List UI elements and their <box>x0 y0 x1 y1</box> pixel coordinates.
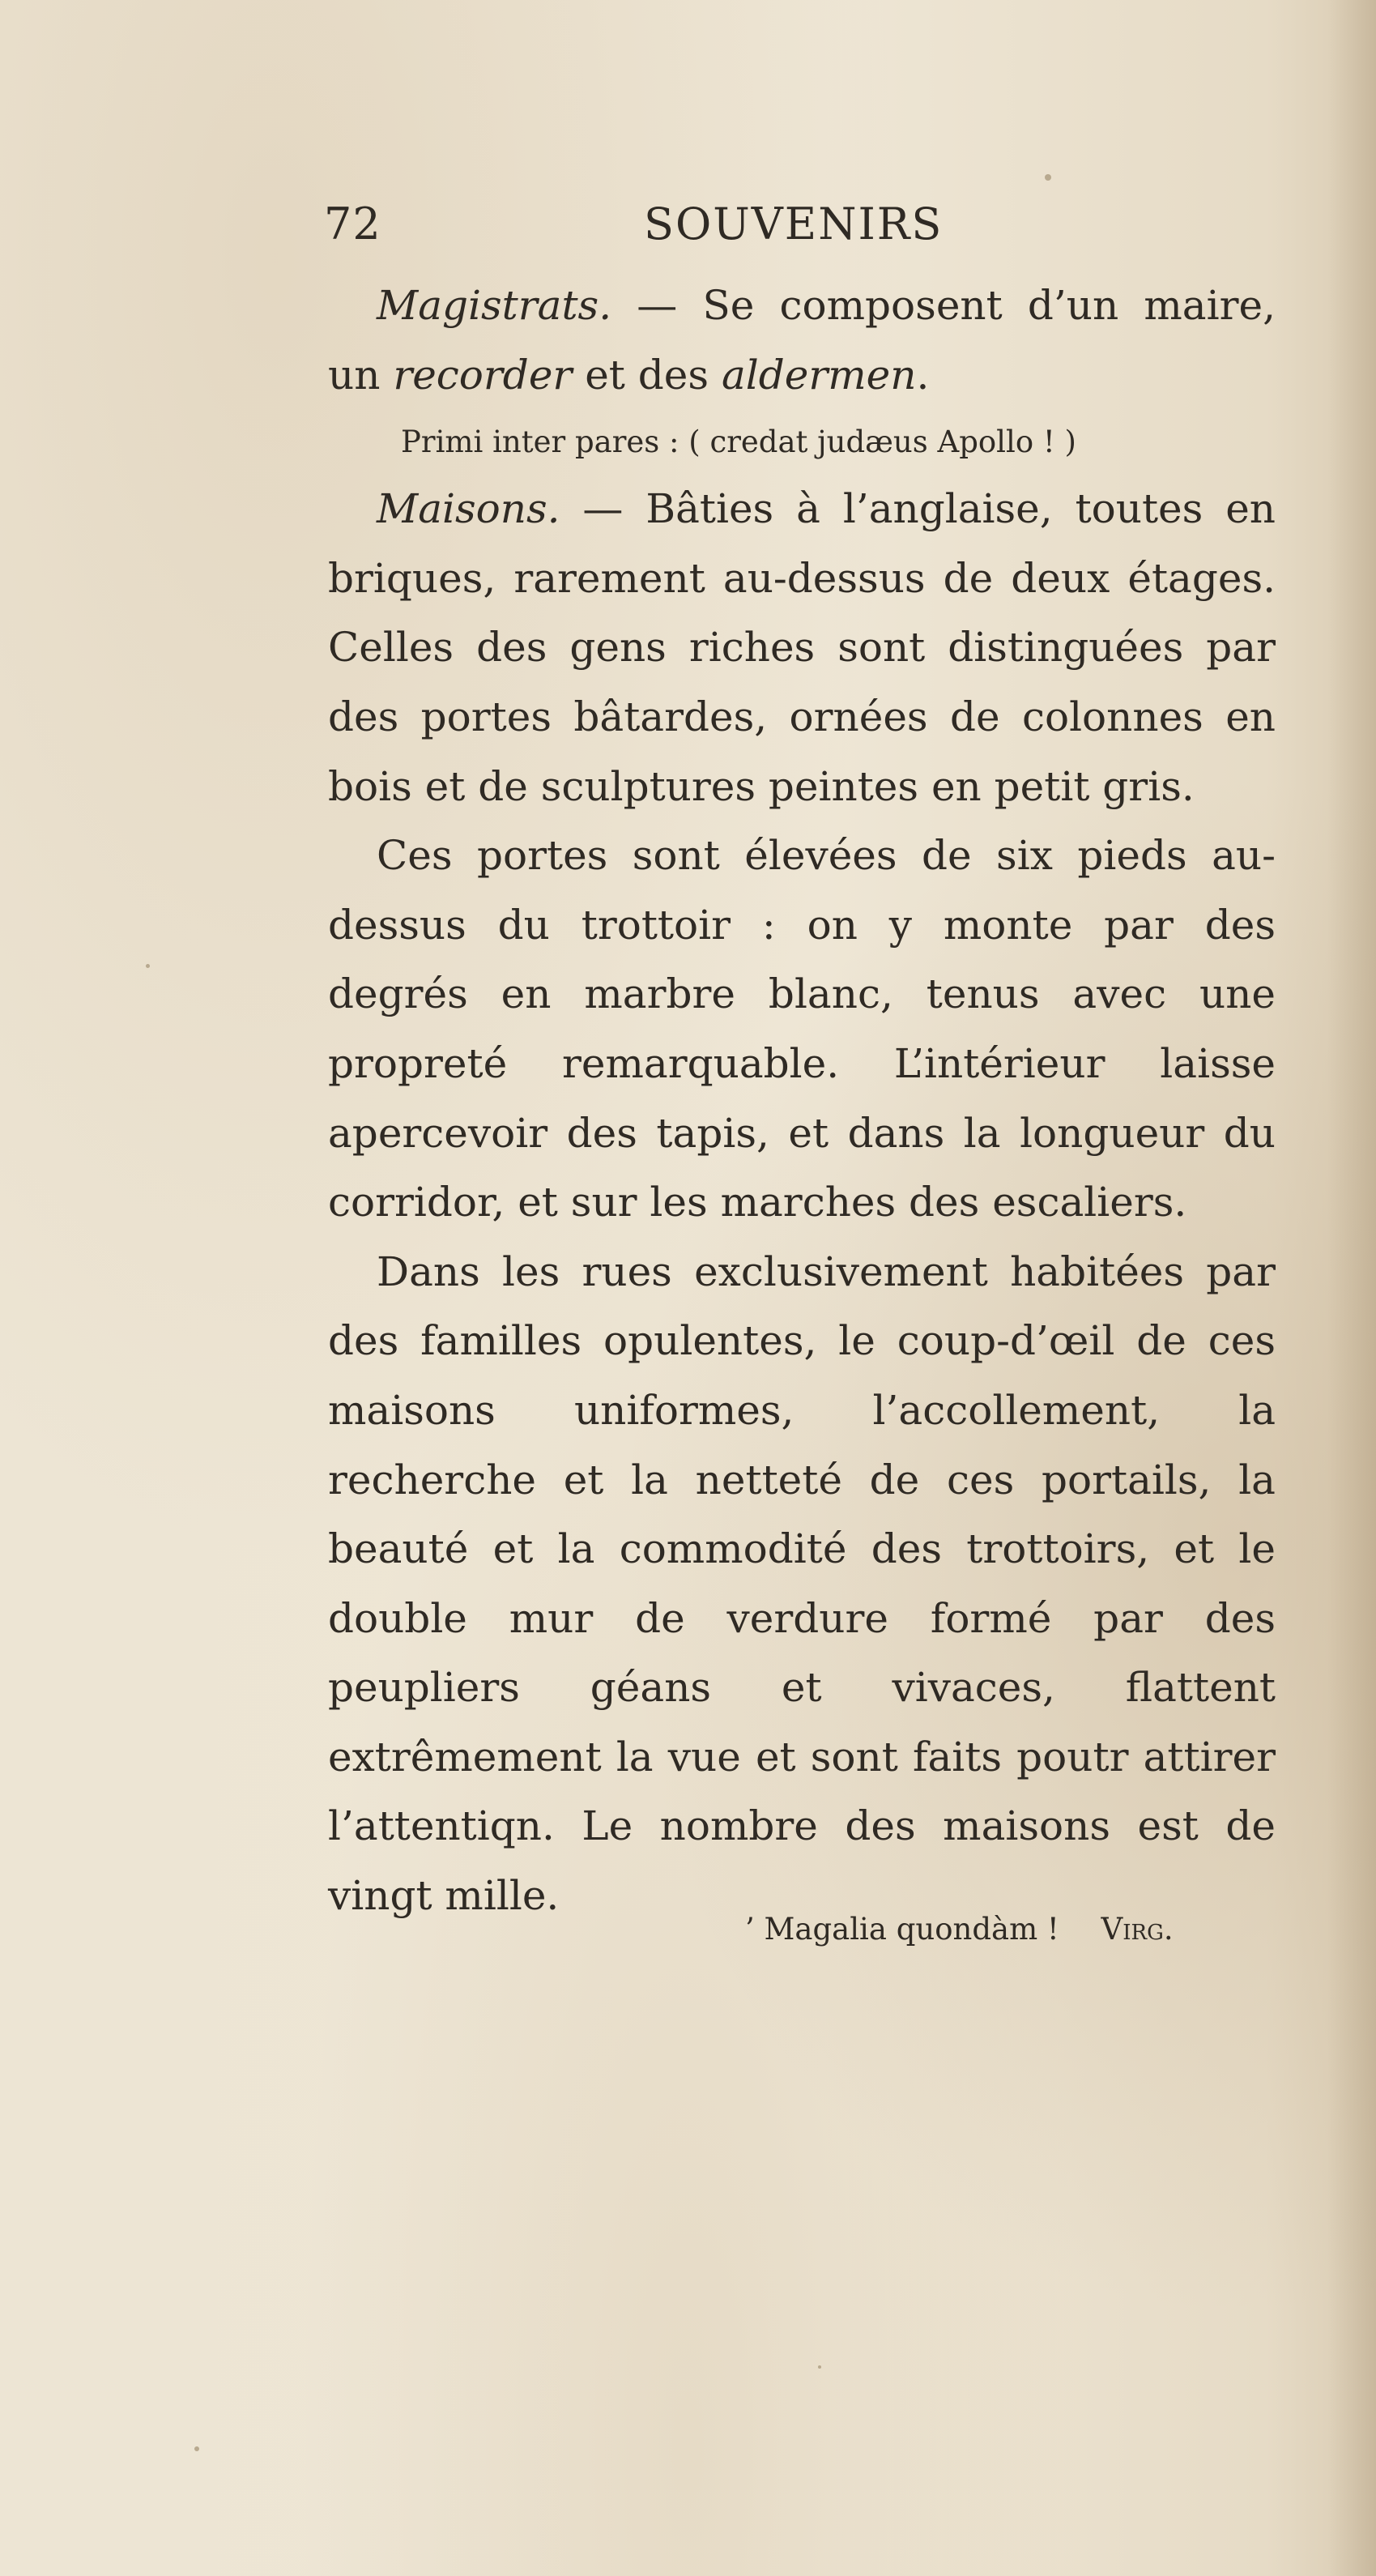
latin-quote: Primi inter pares : ( credat judæus Apollo ! ) <box>401 424 1076 460</box>
entry-maisons <box>328 475 1276 821</box>
entry-magistrats <box>328 271 1276 410</box>
paper-speck <box>194 2446 199 2451</box>
entry-label: Maisons. <box>377 485 560 533</box>
footnote-text: ’ Magalia quondàm ! <box>745 1912 1059 1947</box>
entry-text: et des <box>572 351 722 399</box>
paragraph: Ces portes sont élevées de six pieds au-dessus du trottoir : on y monte par des degrés en marbre blanc, tenus avec une propreté remarquable. L’intérieur laisse apercevoir des tapis, et dans la longueur du corridor, et sur les marches des escaliers. <box>328 832 1276 1226</box>
page-edge-shadow <box>1327 0 1376 2576</box>
entry-term-aldermen: aldermen <box>721 351 917 399</box>
entry-label: Magistrats. <box>377 282 612 329</box>
page-number: 72 <box>324 198 381 249</box>
entry-text: Bâties à l’anglaise, toutes en briques, rarement au-dessus de deux étages. Celles des gens riches sont distinguées par des portes bâtardes, ornées de colonnes en bois et de sculptures peintes en petit gris. <box>328 485 1276 810</box>
entry-dash: — <box>560 485 646 533</box>
entry-text: Se composent d’un maire, un <box>328 282 1276 399</box>
paragraph: Dans les rues exclusivement habitées par des familles opulentes, le coup-d’œil de ces maisons uniformes, l’accollement, la recherche et la netteté de ces portails, la beauté et la commodité des trottoirs, et le double mur de verdure formé par des peupliers géans et vivaces, flattent extrêmement la vue et sont faits poutr attirer l’attentiqn. Le nombre des maisons est de vingt mille. <box>328 1247 1276 1920</box>
entry-text: . <box>916 351 930 399</box>
body-text <box>328 271 1276 1931</box>
footnote <box>745 1912 1174 1947</box>
entry-term-recorder: recorder <box>393 351 573 399</box>
running-head <box>324 198 1263 263</box>
paper-speck <box>818 2365 821 2369</box>
footnote-source: Virg. <box>1101 1912 1174 1947</box>
paper-speck <box>1045 174 1051 181</box>
entry-dash: — <box>611 282 703 329</box>
paper-speck <box>146 964 150 968</box>
running-title: SOUVENIRS <box>644 198 944 249</box>
